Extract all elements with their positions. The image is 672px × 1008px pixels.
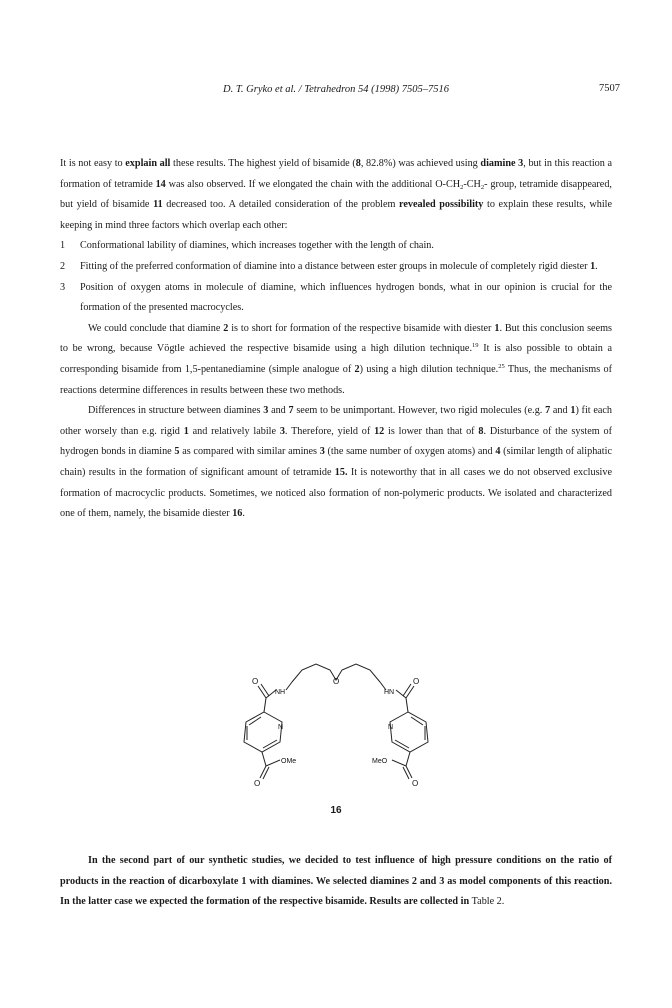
- bond: [406, 698, 408, 712]
- carbonyl-bond: [258, 686, 266, 698]
- atom-label: N: [278, 724, 284, 731]
- paragraph-1: It is not easy to explain all these results. The highest yield of bisamide (8, 82.8%) was achieved using diamine 3, but in this reaction a formation of tetramide 14 was also observed. If we elongated the chain with the additional $O-CH_2-CH_2-$ group, tetramide disappeared, but yield of bisamide 11 decreased too. A detailed consideration of the problem revealed possibility to explain these results, while keeping in mind three factors which overlap each other:: [60, 158, 613, 231]
- carbonyl-bond: [261, 684, 269, 696]
- carbonyl-bond: [403, 684, 411, 696]
- paragraph-4: In the second part of our synthetic studies, we decided to test influence of high pressure conditions on the ratio of products in the reaction of dicarboxylate 1 with diamines. We selected diamines 2 and 3 as model components of this reaction. In the latter case we expected the formation of the respective bisamide. Results are collected in Table 2.: [60, 855, 612, 908]
- bond: [264, 698, 266, 712]
- atom-label: HN: [384, 689, 395, 696]
- paragraph-2: We could conclude that diamine 2 is to short for formation of the respective bisamide with diester 1. But this conclusion seems to be wrong, because Vögtle achieved the respective bisamide using a high dilution technique.$^{19}$ It is also possible to obtain a corresponding bisamide from 1,5-pentanediamine (simple analogue of 2) using a high dilution technique.$^{25}$ Thus, the mechanisms of reactions determine differences in results between these two methods.: [60, 322, 613, 396]
- ring-double-bond: [249, 717, 261, 725]
- atom-label: O: [252, 677, 259, 686]
- atom-label: O: [412, 779, 419, 788]
- ring-double-bond: [263, 740, 277, 748]
- atom-label: OMe: [281, 758, 297, 765]
- right-pyridine-ring: [390, 712, 428, 752]
- list-item: 2 Fitting of the preferred conformation of diamine into a distance between ester groups in molecule of completely rigid diester 1.: [60, 260, 598, 272]
- atom-label: O: [413, 677, 420, 686]
- ester-carbonyl-bond: [260, 766, 266, 778]
- left-pyridine-ring: [244, 712, 282, 752]
- body-text-top: [60, 154, 612, 525]
- bond: [266, 760, 280, 766]
- atom-label: O: [333, 677, 340, 686]
- bond: [406, 752, 410, 766]
- factor-list: [60, 236, 612, 318]
- atom-label: MeO: [372, 758, 388, 765]
- list-item: 3 Position of oxygen atoms in molecule of diamine, which influences hydrogen bonds, what in our opinion is crucial for the formation of the presented macrocycles.: [60, 281, 612, 314]
- bond: [262, 752, 266, 766]
- ring-double-bond: [411, 717, 423, 725]
- ester-carbonyl-bond: [263, 767, 269, 779]
- body-text-bottom: [60, 851, 612, 913]
- structure-16-drawing: [224, 656, 448, 796]
- atom-label: O: [254, 779, 261, 788]
- ester-carbonyl-bond: [403, 767, 409, 779]
- paragraph-3: Differences in structure between diamines 3 and 7 seem to be unimportant. However, two rigid molecules (e.g. 7 and 1) fit each other worsely than e.g. rigid 1 and relatively labile 3. Therefore, yield of 12 is lower than that of 8. Disturbance of the system of hydrogen bonds in diamine 5 as compared with similar amines 3 (the same number of oxygen atoms) and 4 (similar length of aliphatic chain) results in the formation of significant amount of tetramide 15. It is noteworthy that in all cases we do not observed exclusive formation of macrocyclic products. Sometimes, we noticed also formation of non-polymeric products. We isolated and characterized one of them, namely, the bisamide diester 16.: [60, 405, 612, 520]
- bond: [286, 682, 292, 690]
- list-item: 1 Conformational lability of diamines, which increases together with the length of chain.: [60, 240, 434, 252]
- page-number: 7507: [599, 83, 620, 94]
- ester-carbonyl-bond: [406, 766, 412, 778]
- ring-double-bond: [395, 740, 409, 748]
- bond: [392, 760, 406, 766]
- atom-label: NH: [275, 689, 286, 696]
- atom-label: N: [388, 724, 394, 731]
- compound-label: 16: [330, 805, 342, 816]
- running-head: D. T. Gryko et al. / Tetrahedron 54 (1998) 7505–7516: [223, 84, 449, 95]
- carbonyl-bond: [406, 686, 414, 698]
